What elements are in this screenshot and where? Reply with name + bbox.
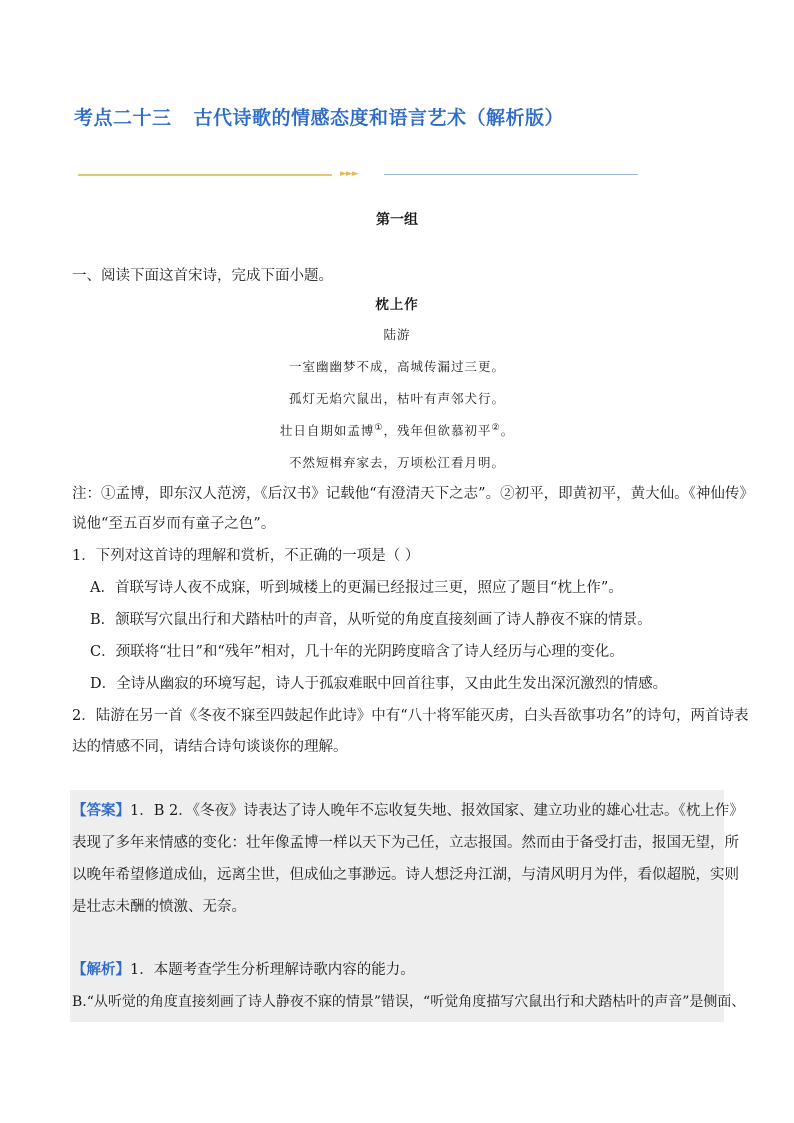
footnote-marker-2: ② — [491, 422, 501, 433]
note-line-1: 注：①孟博，即东汉人范滂，《后汉书》记载他“有澄清天下之志”。②初平，即黄初平，黄大仙。《神仙传》 — [72, 486, 754, 502]
question-2-line-2: 达的情感不同，请结合诗句谈谈你的理解。 — [72, 739, 348, 755]
poem-line-2: 孤灯无焰穴鼠出，枯叶有声邻犬行。 — [288, 391, 505, 406]
title-prefix: 考点二十三 — [74, 107, 172, 129]
divider-right-line — [384, 174, 638, 175]
title-divider — [78, 169, 638, 179]
title-main: 古代诗歌的情感态度和语言艺术（解析版） — [193, 107, 565, 129]
poem-line-3 — [0, 421, 794, 439]
answer-text-1: 1．B 2．《冬夜》诗表达了诗人晚年不忘收复失地、报效国家、建立功业的雄心壮志。《枕上作》 — [130, 803, 744, 819]
divider-arrows-icon: ►►► — [340, 169, 358, 179]
poem-author: 陆游 — [383, 327, 411, 342]
answer-line-1 — [72, 801, 744, 821]
analysis-text-1: 1．本题考查学生分析理解诗歌内容的能力。 — [130, 962, 415, 978]
poem-line-1: 一室幽幽梦不成，高城传漏过三更。 — [288, 359, 505, 374]
analysis-line-1 — [72, 960, 415, 980]
answer-line-4: 是壮志未酬的愤激、无奈。 — [72, 899, 246, 915]
question-intro: 一、阅读下面这首宋诗，完成下面小题。 — [72, 268, 333, 284]
poem-line-3-part-a: 壮日自期如孟博 — [279, 423, 375, 438]
group-heading: 第一组 — [376, 212, 418, 228]
poem-line-4: 不然短楫弃家去，万顷松江看月明。 — [288, 455, 505, 470]
note-line-2: 说他“至五百岁而有童子之色”。 — [72, 516, 276, 532]
page-title — [74, 103, 564, 130]
poem-title: 枕上作 — [375, 297, 419, 313]
poem-line-3-part-c: 。 — [500, 423, 515, 438]
poem-line-3-part-b: ，残年但欲慕初平 — [383, 423, 492, 438]
question-1-option-d: D．全诗从幽寂的环境写起，诗人于孤寂难眠中回首往事，又由此生发出深沉激烈的情感。 — [90, 676, 668, 692]
answer-line-2: 表现了多年来情感的变化：壮年像孟博一样以天下为己任，立志报国。然而由于备受打击，报国无望，所 — [72, 835, 739, 851]
analysis-label: 【解析】 — [72, 961, 130, 978]
question-1-option-c: C．颈联将“壮日”和“残年”相对，几十年的光阴跨度暗含了诗人经历与心理的变化。 — [90, 644, 624, 660]
footnote-marker-1: ① — [374, 422, 384, 433]
analysis-line-2: B.“从听觉的角度直接刻画了诗人静夜不寐的情景”错误，“听觉角度描写穴鼠出行和犬踏枯叶的声音”是侧面、 — [72, 994, 746, 1010]
answer-label: 【答案】 — [72, 802, 130, 819]
question-1-option-b: B．颔联写穴鼠出行和犬踏枯叶的声音，从听觉的角度直接刻画了诗人静夜不寐的情景。 — [90, 612, 652, 628]
question-2-line-1: 2．陆游在另一首《冬夜不寐至四鼓起作此诗》中有“八十将军能灭虏，白头吾欲事功名”的诗句，两首诗表 — [72, 708, 749, 724]
divider-left-line — [78, 174, 332, 176]
question-1-option-a: A．首联写诗人夜不成寐，听到城楼上的更漏已经报过三更，照应了题目“枕上作”。 — [90, 580, 623, 596]
question-1-stem: 1．下列对这首诗的理解和赏析，不正确的一项是（ ） — [72, 548, 420, 564]
answer-line-3: 以晚年希望修道成仙，远离尘世，但成仙之事渺远。诗人想泛舟江湖，与清风明月为伴，看似超脱，实则 — [72, 867, 739, 883]
